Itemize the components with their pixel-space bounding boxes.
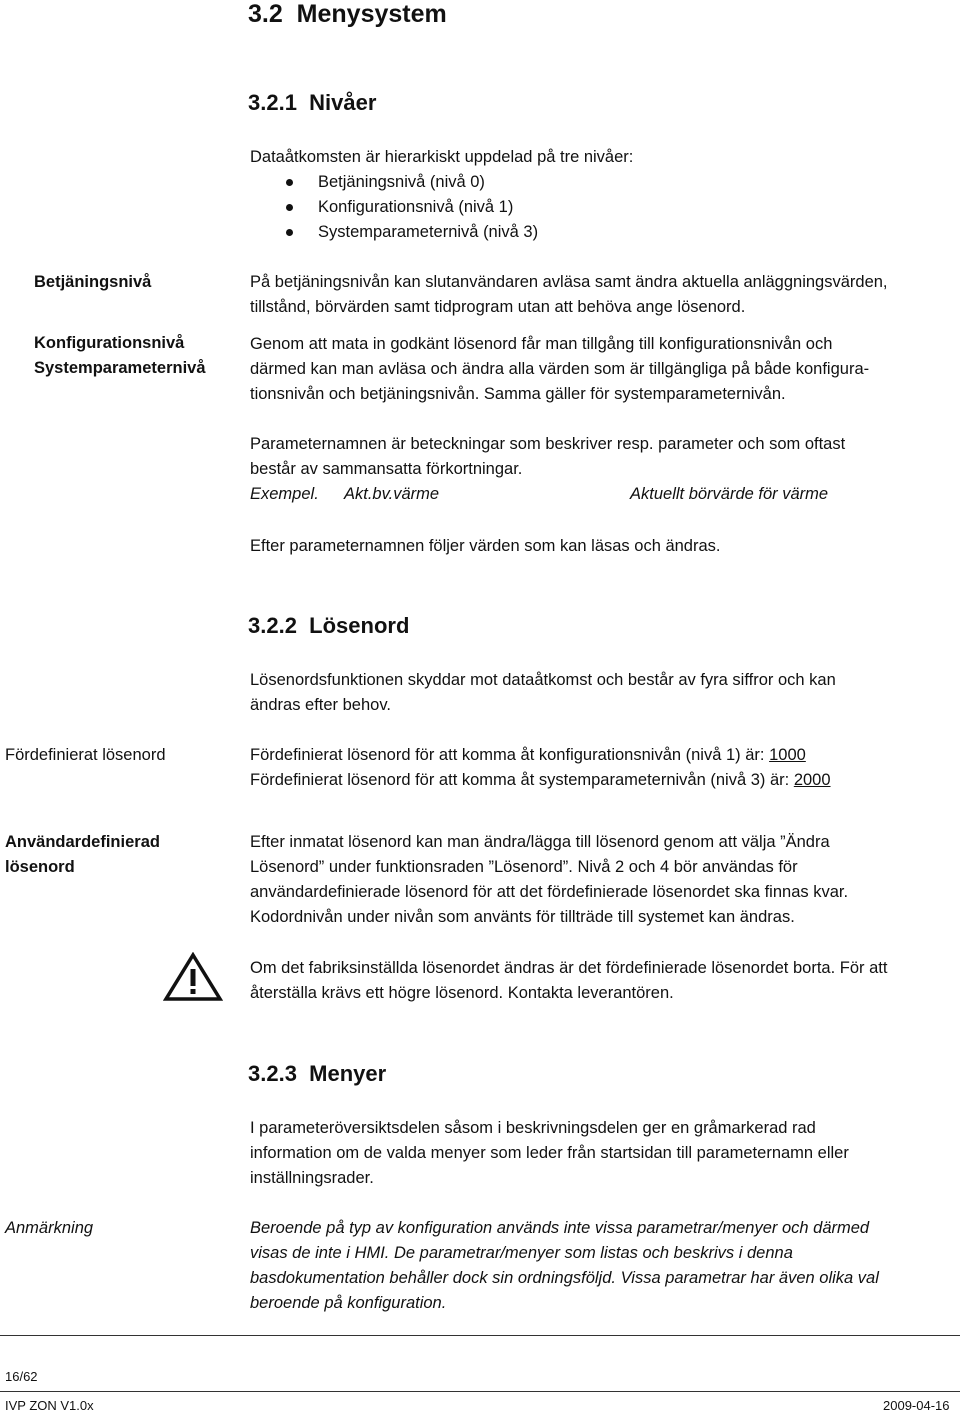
side-label-fordefinierat: Fördefinierat lösenord — [5, 746, 166, 764]
side-label-anvandardefinierad — [5, 830, 160, 880]
paragraph-anmarkning — [250, 1216, 879, 1316]
example-name: Akt.bv.värme — [344, 485, 440, 503]
paragraph-varden: Efter parameternamnen följer värden som kan läsas och ändras. — [250, 537, 721, 555]
text-line: Lösenord” under funktionsraden ”Lösenord”. Nivå 2 och 4 bör användas för — [250, 858, 798, 876]
text-line: ändras efter behov. — [250, 696, 391, 714]
text-line: användardefinierade lösenord för att det fördefinierade lösenordet ska finnas kvar. — [250, 883, 849, 901]
text-line: Användardefinierad — [5, 833, 160, 851]
paragraph-konfiguration — [250, 332, 869, 407]
subsection-number: 3.2.3 — [248, 1061, 297, 1086]
predef-text-2: Fördefinierat lösenord för att komma åt systemparameternivån (nivå 3) är: — [250, 771, 794, 789]
document-id: IVP ZON V1.0x — [5, 1398, 94, 1413]
text-line — [250, 743, 831, 768]
text-line: återställa krävs ett högre lösenord. Kontakta leverantören. — [250, 984, 674, 1002]
text-line: visas de inte i HMI. De parametrar/menyer som listas och beskrivs i denna — [250, 1244, 793, 1262]
subsection-heading-nivaer — [248, 90, 376, 116]
text-line: tionsnivån och betjäningsnivån. Samma gäller för systemparameternivån. — [250, 385, 786, 403]
text-line: Kodordnivån under nivån som använts för tillträde till systemet kan ändras. — [250, 908, 795, 926]
footer-divider — [0, 1335, 960, 1336]
text-line: På betjäningsnivån kan slutanvändaren avläsa samt ändra aktuella anläggningsvärden, — [250, 273, 888, 291]
text-line: består av sammansatta förkortningar. — [250, 460, 523, 478]
paragraph-losenordsfunktion — [250, 668, 836, 718]
paragraph-menyer — [250, 1116, 849, 1191]
text-line: beroende på konfiguration. — [250, 1294, 447, 1312]
levels-intro: Dataåtkomsten är hierarkiskt uppdelad på tre nivåer: — [250, 148, 634, 166]
side-label-systemparameterniva: Systemparameternivå — [34, 359, 206, 377]
paragraph-warning — [250, 956, 887, 1006]
side-label-anmarkning: Anmärkning — [5, 1219, 94, 1237]
text-line: Om det fabriksinställda lösenordet ändras är det fördefinierade lösenordet borta. För att — [250, 959, 888, 977]
document-date: 2009-04-16 — [883, 1398, 950, 1413]
list-item: Konfigurationsnivå (nivå 1) — [250, 195, 538, 220]
predefined-passwords — [250, 743, 831, 793]
subsection-title: Menyer — [309, 1061, 387, 1086]
section-title: Menysystem — [296, 0, 447, 28]
paragraph-betjaning — [250, 270, 888, 320]
text-line: inställningsrader. — [250, 1169, 374, 1187]
list-item: Betjäningsnivå (nivå 0) — [250, 170, 538, 195]
side-label-betjaningsniva: Betjäningsnivå — [34, 273, 152, 291]
levels-list — [250, 170, 538, 245]
example-description: Aktuellt börvärde för värme — [630, 485, 829, 503]
subsection-heading-losenord — [248, 613, 409, 639]
warning-triangle-icon — [163, 952, 223, 1002]
text-line: därmed kan man avläsa och ändra alla värden som är tillgängliga på både konfigura- — [250, 360, 870, 378]
subsection-number: 3.2.1 — [248, 90, 297, 115]
list-item: Systemparameternivå (nivå 3) — [250, 220, 538, 245]
text-line: Lösenordsfunktionen skyddar mot dataåtkomst och består av fyra siffror och kan — [250, 671, 836, 689]
paragraph-anvandardefinierad — [250, 830, 848, 930]
page-number: 16/62 — [5, 1369, 38, 1384]
text-line — [250, 768, 831, 793]
subsection-title: Lösenord — [309, 613, 410, 638]
password-code-1000: 1000 — [769, 746, 806, 764]
predef-text-1: Fördefinierat lösenord för att komma åt konfigurationsnivån (nivå 1) är: — [250, 746, 770, 764]
text-line: lösenord — [5, 858, 75, 876]
text-line: Parameternamnen är beteckningar som beskriver resp. parameter och som oftast — [250, 435, 846, 453]
example-label: Exempel. — [250, 485, 319, 503]
text-line: Efter inmatat lösenord kan man ändra/lägga till lösenord genom att välja ”Ändra — [250, 833, 830, 851]
section-heading — [248, 0, 447, 29]
footer-divider-2 — [0, 1391, 960, 1392]
password-code-2000: 2000 — [793, 771, 831, 789]
text-line: basdokumentation behåller dock sin ordningsföljd. Vissa parametrar har även olika val — [250, 1269, 879, 1287]
text-line: Genom att mata in godkänt lösenord får man tillgång till konfigurationsnivån och — [250, 335, 833, 353]
text-line: tillstånd, börvärden samt tidprogram utan att behöva ange lösenord. — [250, 298, 746, 316]
text-line: Beroende på typ av konfiguration används inte vissa parametrar/menyer och därmed — [250, 1219, 870, 1237]
section-number: 3.2 — [248, 0, 283, 28]
paragraph-parameternamn — [250, 432, 845, 482]
subsection-number: 3.2.2 — [248, 613, 297, 638]
text-line: information om de valda menyer som leder från startsidan till parameternamn eller — [250, 1144, 849, 1162]
subsection-title: Nivåer — [309, 90, 377, 115]
subsection-heading-menyer — [248, 1061, 386, 1087]
side-label-konfigurationsniva: Konfigurationsnivå — [34, 334, 185, 352]
text-line: I parameteröversiktsdelen såsom i beskrivningsdelen ger en gråmarkerad rad — [250, 1119, 816, 1137]
